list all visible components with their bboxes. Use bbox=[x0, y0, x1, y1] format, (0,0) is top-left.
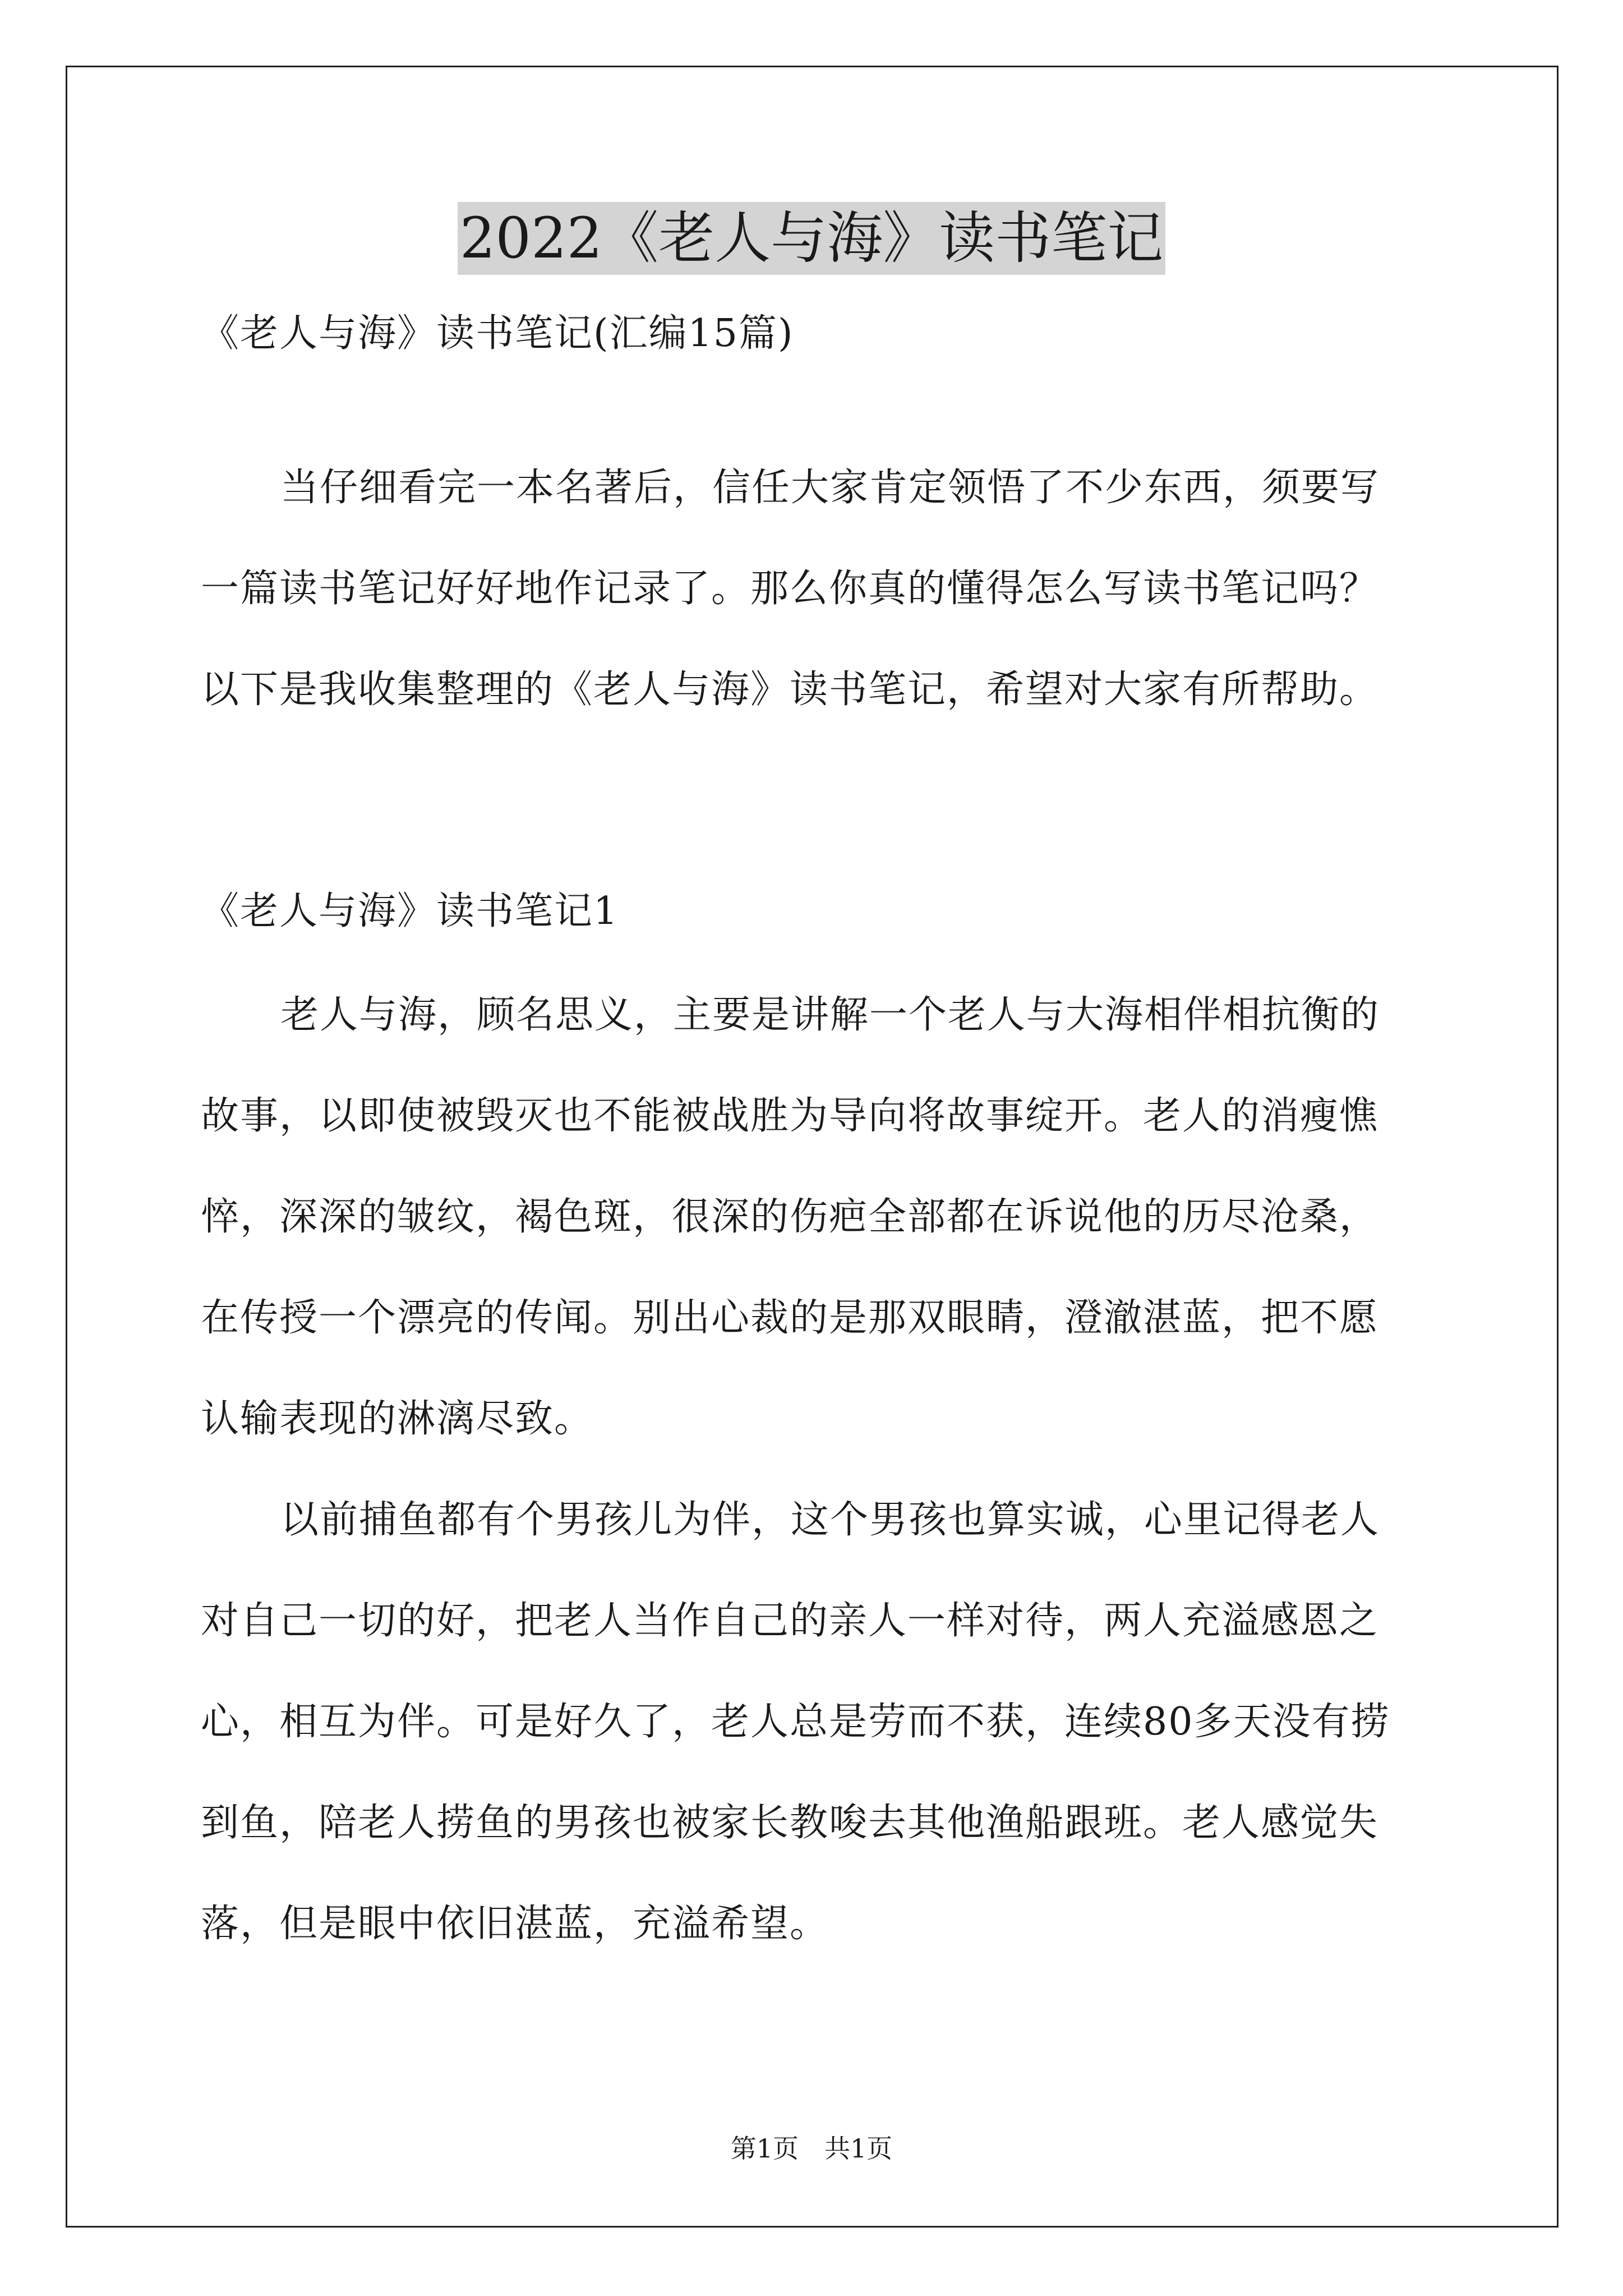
paragraph-line: 悴，深深的皱纹，褐色斑，很深的伤疤全部都在诉说他的历尽沧桑， bbox=[201, 1195, 1379, 1239]
title-container bbox=[0, 202, 1623, 275]
paragraph-line: 落，但是眼中依旧湛蓝，充溢希望。 bbox=[201, 1902, 829, 1946]
paragraph-line: 故事，以即使被毁灭也不能被战胜为导向将故事绽开。老人的消瘦憔 bbox=[201, 1094, 1379, 1138]
paragraph-line: 到鱼，陪老人捞鱼的男孩也被家长教唆去其他渔船跟班。老人感觉失 bbox=[201, 1801, 1379, 1845]
paragraph-line: 老人与海，顾名思义，主要是讲解一个老人与大海相伴相抗衡的 bbox=[280, 993, 1380, 1037]
document-subtitle: 《老人与海》读书笔记(汇编15篇) bbox=[201, 311, 794, 356]
paragraph-line: 在传授一个漂亮的传闻。别出心裁的是那双眼睛，澄澈湛蓝，把不愿 bbox=[201, 1296, 1379, 1340]
paragraph-line: 对自己一切的好，把老人当作自己的亲人一样对待，两人充溢感恩之 bbox=[201, 1599, 1379, 1643]
section-heading: 《老人与海》读书笔记1 bbox=[201, 889, 619, 933]
intro-line: 一篇读书笔记好好地作记录了。那么你真的懂得怎么写读书笔记吗？ bbox=[201, 567, 1379, 611]
paragraph-line: 心，相互为伴。可是好久了，老人总是劳而不获，连续80多天没有捞 bbox=[201, 1700, 1390, 1744]
intro-line: 以下是我收集整理的《老人与海》读书笔记，希望对大家有所帮助。 bbox=[201, 668, 1379, 712]
intro-line: 当仔细看完一本名著后，信任大家肯定领悟了不少东西，须要写 bbox=[280, 466, 1380, 510]
paragraph-line: 以前捕鱼都有个男孩儿为伴，这个男孩也算实诚，心里记得老人 bbox=[280, 1498, 1380, 1542]
document-title: 2022《老人与海》读书笔记 bbox=[458, 202, 1166, 275]
page-footer: 第1页 共1页 bbox=[730, 2133, 893, 2164]
paragraph-line: 认输表现的淋漓尽致。 bbox=[201, 1397, 594, 1441]
